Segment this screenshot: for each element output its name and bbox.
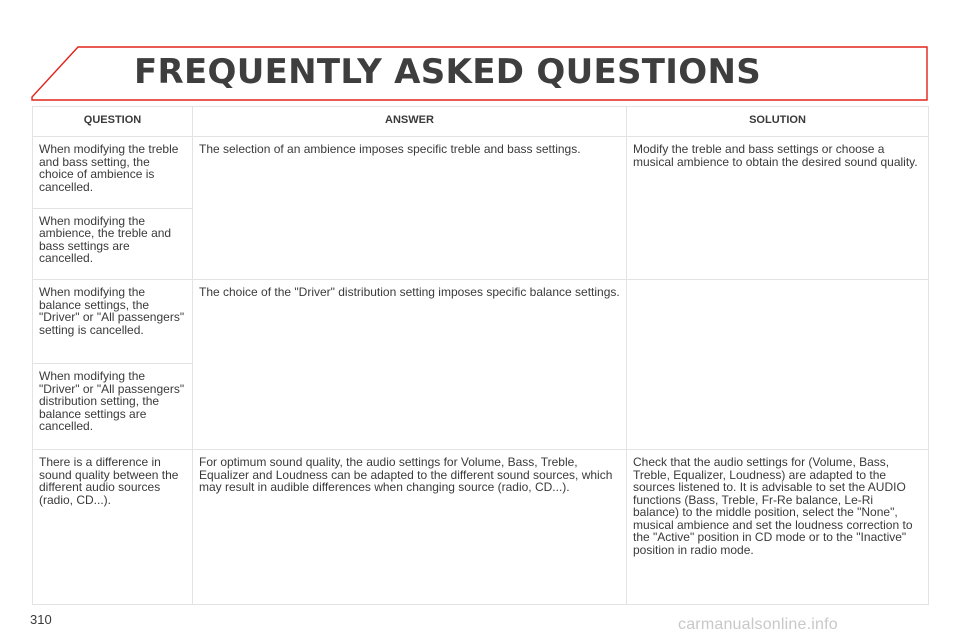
table-row [33, 280, 929, 364]
table-row [33, 137, 929, 209]
watermark: carmanualsonline.info [678, 616, 838, 633]
table-row [33, 450, 929, 605]
answer-cell: The selection of an ambience imposes specific treble and bass settings. [193, 137, 627, 280]
solution-cell: Modify the treble and bass settings or choose a musical ambience to obtain the desired sound quality. [627, 137, 929, 280]
solution-cell [627, 280, 929, 450]
column-header-question: QUESTION [33, 107, 193, 137]
table-header-row [33, 107, 929, 137]
question-cell: When modifying the balance settings, the "Driver" or "All passengers" setting is cancelled. [33, 280, 193, 364]
column-header-solution: SOLUTION [627, 107, 929, 137]
solution-cell: Check that the audio settings for (Volume, Bass, Treble, Equalizer, Loudness) are adapted to the sources listened to. It is advisable to set the AUDIO functions (Bass, Treble, Fr-Re balance, Le-Ri balance) to the middle position, select the "None", musical ambience and set the loudness correction to the "Active" position in CD mode or to the "Inactive" position in radio mode. [627, 450, 929, 605]
page-number: 310 [30, 612, 52, 627]
answer-cell: For optimum sound quality, the audio settings for Volume, Bass, Treble, Equalizer and Loudness can be adapted to the different sound sources, which may result in audible differences when changing source (radio, CD...). [193, 450, 627, 605]
answer-cell: The choice of the "Driver" distribution setting imposes specific balance settings. [193, 280, 627, 450]
question-cell: When modifying the ambience, the treble and bass settings are cancelled. [33, 208, 193, 280]
question-cell: When modifying the "Driver" or "All passengers" distribution setting, the balance settings are cancelled. [33, 364, 193, 450]
question-cell: When modifying the treble and bass setting, the choice of ambience is cancelled. [33, 137, 193, 209]
faq-table [32, 106, 929, 605]
page-title: FREQUENTLY ASKED QUESTIONS [134, 52, 761, 92]
column-header-answer: ANSWER [193, 107, 627, 137]
question-cell: There is a difference in sound quality between the different audio sources (radio, CD...). [33, 450, 193, 605]
